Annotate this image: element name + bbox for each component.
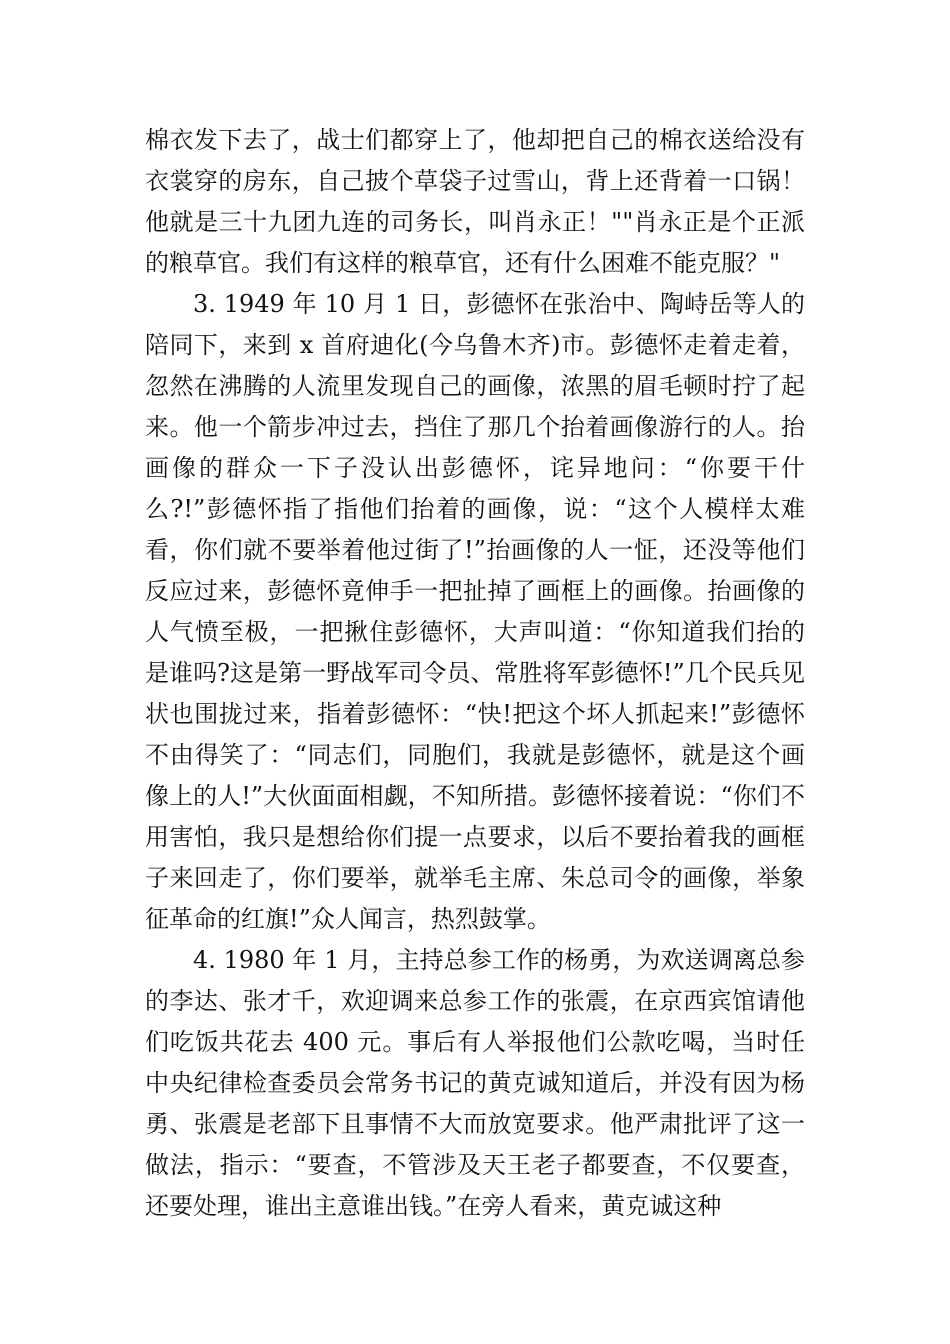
paragraph-continuation: 棉衣发下去了，战士们都穿上了，他却把自己的棉衣送给没有衣裳穿的房东，自己披个草袋子过雪山，背上还背着一口锅！他就是三十九团九连的司务长，叫肖永正！""肖永正是个正派的粮草官。我们有这样的粮草官，还有什么困难不能克服？" bbox=[145, 126, 805, 277]
paragraph-huang-kecheng-discipline: 4. 1980 年 1 月，主持总参工作的杨勇，为欢送调离总参的李达、张才千，欢迎调来总参工作的张震，在京西宾馆请他们吃饭共花去 400 元。事后有人举报他们公款吃喝，当时任中央纪律检查委员会常务书记的黄克诚知道后，并没有因为杨勇、张震是老部下且事情不大而放宽要求。他严肃批评了这一做法，指示：“要查，不管涉及天王老子都要查，不仅要查，还要处理，谁出主意谁出钱。”在旁人看来，黄克诚这种 bbox=[145, 946, 805, 1220]
paragraph-peng-dehuai-portrait: 3. 1949 年 10 月 1 日，彭德怀在张治中、陶峙岳等人的陪同下，来到 x 首府迪化(今乌鲁木齐)市。彭德怀走着走着，忽然在沸腾的人流里发现自己的画像，浓黑的眉毛顿时拧了起来。他一个箭步冲过去，挡住了那几个抬着画像游行的人。抬画像的群众一下子没认出彭德怀，诧异地问：“你要干什么?!”彭德怀指了指他们抬着的画像，说：“这个人模样太难看，你们就不要举着他过街了!”抬画像的人一怔，还没等他们反应过来，彭德怀竟伸手一把扯掉了画框上的画像。抬画像的人气愤至极，一把揪住彭德怀，大声叫道：“你知道我们抬的是谁吗?这是第一野战军司令员、常胜将军彭德怀!”几个民兵见状也围拢过来，指着彭德怀：“快!把这个坏人抓起来!”彭德怀不由得笑了：“同志们，同胞们，我就是彭德怀，就是这个画像上的人!”大伙面面相觑，不知所措。彭德怀接着说：“你们不用害怕，我只是想给你们提一点要求，以后不要抬着我的画框子来回走了，你们要举，就举毛主席、朱总司令的画像，举象征革命的红旗!”众人闻言，热烈鼓掌。 bbox=[145, 290, 805, 933]
document-body bbox=[145, 120, 805, 1227]
